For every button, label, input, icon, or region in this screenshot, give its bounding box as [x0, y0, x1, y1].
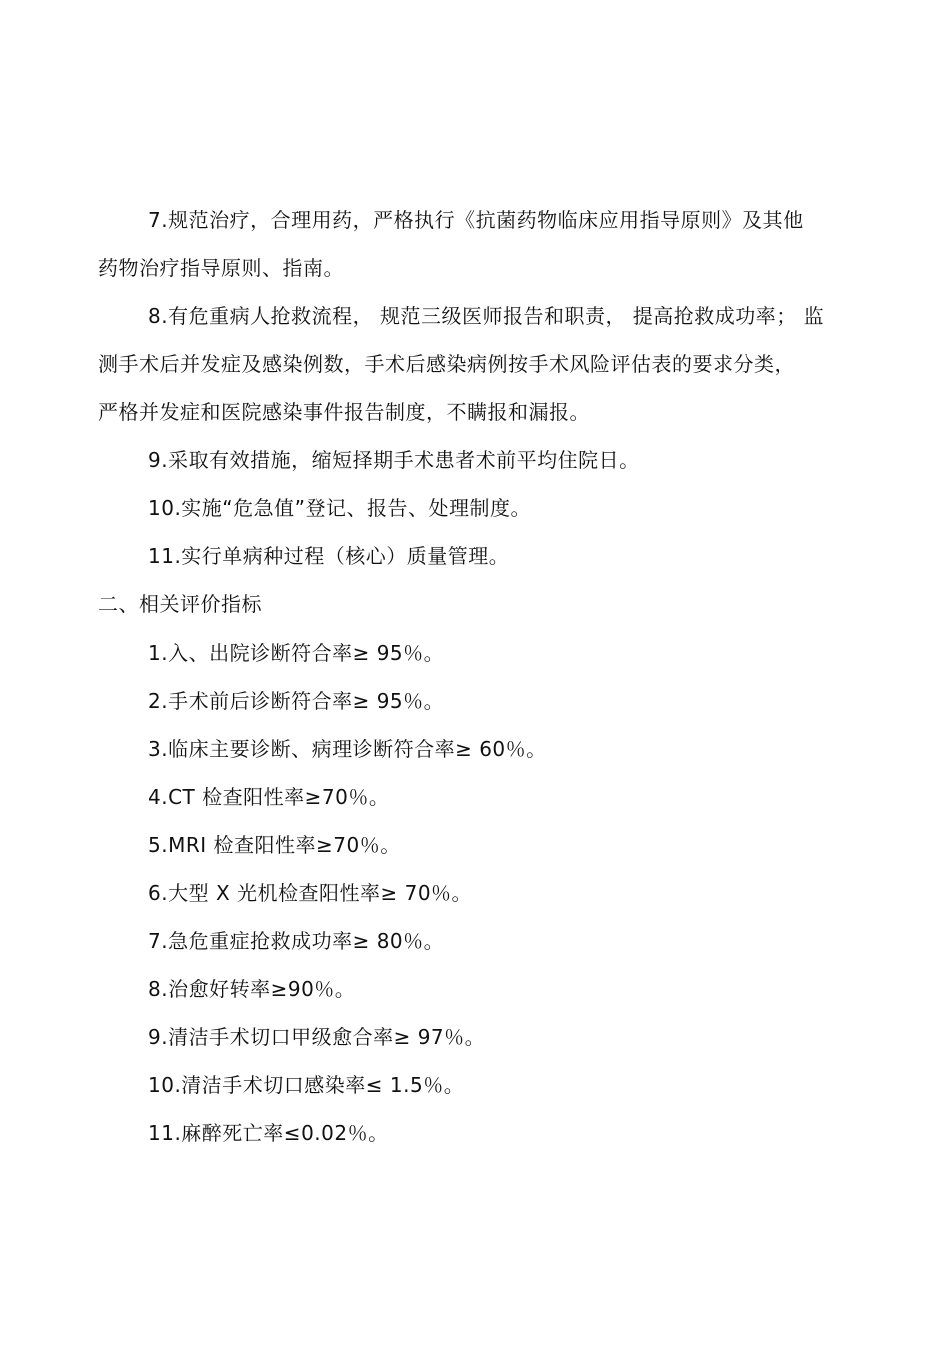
section-heading: 二、相关评价指标 — [98, 592, 262, 616]
measure-8-line-2: 测手术后并发症及感染例数，手术后感染病例按手术风险评估表的要求分类， — [98, 352, 795, 376]
indicator-item: 3.临床主要诊断、病理诊断符合率≥ 60％。 — [148, 737, 547, 761]
indicator-item: 11.麻醉死亡率≤0.02％。 — [148, 1121, 389, 1145]
measure-11: 11.实行单病种过程（核心）质量管理。 — [148, 544, 510, 568]
indicator-item: 10.清洁手术切口感染率≤ 1.5％。 — [148, 1073, 465, 1097]
indicator-item: 4.CT 检查阳性率≥70％。 — [148, 785, 390, 809]
measure-8-line-1: 8.有危重病人抢救流程， 规范三级医师报告和职责， 提高抢救成功率； 监 — [148, 304, 825, 328]
measure-9: 9.采取有效措施，缩短择期手术患者术前平均住院日。 — [148, 448, 640, 472]
indicator-item: 6.大型 X 光机检查阳性率≥ 70％。 — [148, 881, 473, 905]
indicator-item: 5.MRI 检查阳性率≥70％。 — [148, 833, 401, 857]
indicator-item: 2.手术前后诊断符合率≥ 95％。 — [148, 689, 445, 713]
measure-7-line-1: 7.规范治疗，合理用药，严格执行《抗菌药物临床应用指导原则》及其他 — [148, 208, 804, 232]
measure-8-line-3: 严格并发症和医院感染事件报告制度，不瞒报和漏报。 — [98, 400, 590, 424]
indicator-item: 9.清洁手术切口甲级愈合率≥ 97％。 — [148, 1025, 486, 1049]
indicator-item: 8.治愈好转率≥90％。 — [148, 977, 356, 1001]
measure-7-line-2: 药物治疗指导原则、指南。 — [98, 256, 344, 280]
indicator-item: 7.急危重症抢救成功率≥ 80％。 — [148, 929, 445, 953]
indicator-item: 1.入、出院诊断符合率≥ 95％。 — [148, 641, 445, 665]
measure-10: 10.实施“危急值”登记、报告、处理制度。 — [148, 496, 532, 520]
